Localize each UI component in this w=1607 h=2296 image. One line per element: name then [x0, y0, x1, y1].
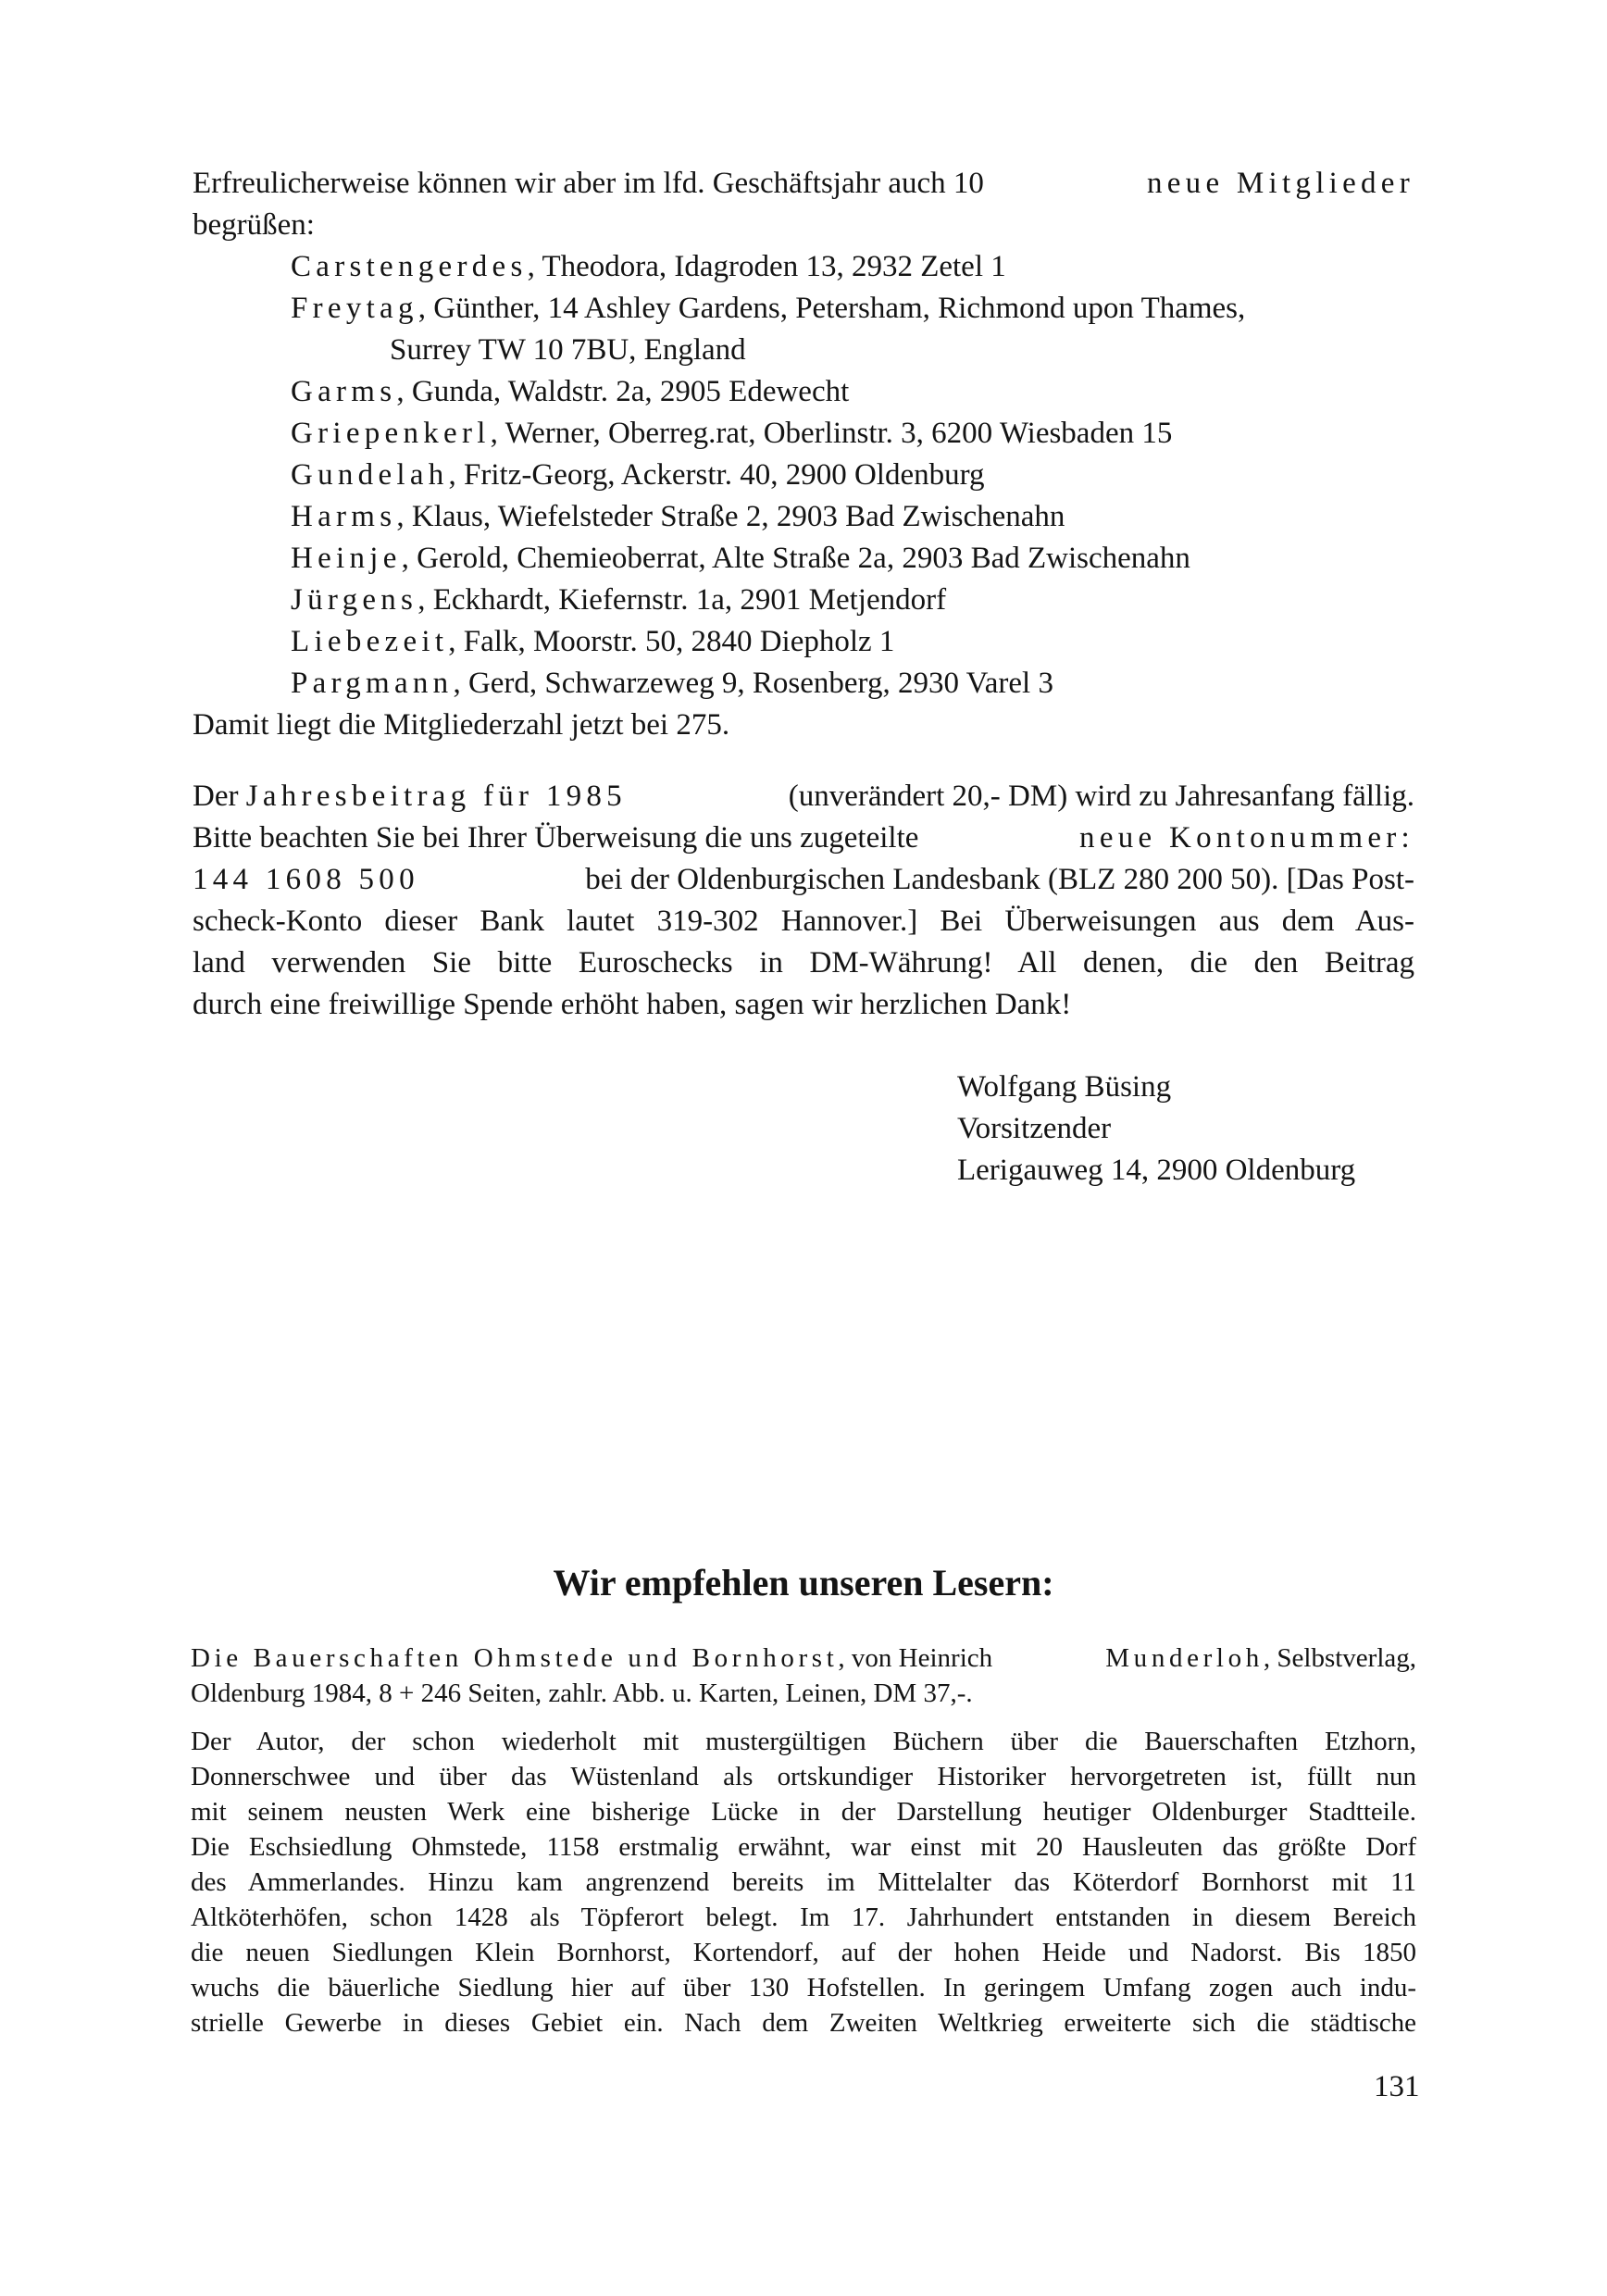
member-name: Freytag — [291, 292, 418, 325]
member-entry — [291, 496, 1414, 538]
member-entry — [291, 621, 1414, 663]
book-review — [191, 1724, 1416, 2040]
member-entry — [291, 371, 1414, 413]
account-number: 144 1608 500 — [193, 863, 419, 896]
book-citation-line-1 — [191, 1641, 1416, 1676]
member-entry — [291, 580, 1414, 621]
signature-address: Lerigauweg 14, 2900 Oldenburg — [957, 1154, 1356, 1187]
member-name: Griepenkerl — [291, 417, 491, 450]
fee-emphasis: Jahresbeitrag für 1985 — [245, 780, 627, 813]
signature-name: Wolfgang Büsing — [957, 1070, 1172, 1104]
member-details: , Eckhardt, Kiefernstr. 1a, 2901 Metjendorf — [417, 583, 947, 617]
account-emphasis: neue Kontonummer: — [1079, 821, 1414, 855]
fee-line-5: land verwenden Sie bitte Euroschecks in DM-Währung! All denen, die den Beitrag — [193, 946, 1414, 980]
review-line: wuchs die bäuerliche Siedlung hier auf über 130 Hofstellen. In geringem Umfang zogen auch indu- — [191, 1973, 1416, 2003]
member-details: , Falk, Moorstr. 50, 2840 Diepholz 1 — [448, 625, 895, 658]
member-list — [193, 246, 1414, 705]
member-details: , Günther, 14 Ashley Gardens, Petersham, Richmond upon Thames, — [417, 292, 1246, 325]
fee-line-3 — [193, 859, 1414, 901]
review-line: die neuen Siedlungen Klein Bornhorst, Kortendorf, auf der hohen Heide und Nadorst. Bis 1850 — [191, 1938, 1416, 1967]
page-number: 131 — [1374, 2070, 1420, 2103]
fee-line-6: durch eine freiwillige Spende erhöht haben, sagen wir herzlichen Dank! — [193, 988, 1072, 1021]
signature-role: Vorsitzender — [957, 1112, 1112, 1145]
intro-line-1 — [193, 163, 1414, 205]
book-publisher: , Selbstverlag, — [1263, 1643, 1416, 1673]
member-entry — [291, 538, 1414, 580]
fee-line-1-start — [193, 776, 627, 817]
member-name: Heinje — [291, 542, 402, 575]
book-citation-line-2: Oldenburg 1984, 8 + 246 Seiten, zahlr. Abb. u. Karten, Leinen, DM 37,-. — [191, 1678, 973, 1708]
book-by: , von Heinrich — [838, 1643, 993, 1673]
fee-line-4: scheck-Konto dieser Bank lautet 319-302 Hannover.] Bei Überweisungen aus dem Aus- — [193, 905, 1414, 938]
fee-line-1-end: (unverändert 20,- DM) wird zu Jahresanfang fällig. — [788, 780, 1414, 813]
book-author: Munderloh — [1105, 1643, 1264, 1673]
review-line: Donnerschwee und über das Wüstenland als ortskundiger Historiker hervorgetreten ist, füllt nun — [191, 1762, 1416, 1791]
member-entry — [291, 663, 1414, 705]
member-entry — [291, 288, 1414, 330]
member-details: , Werner, Oberreg.rat, Oberlinstr. 3, 6200 Wiesbaden 15 — [490, 417, 1173, 450]
recommend-heading: Wir empfehlen unseren Lesern: — [553, 1562, 1054, 1603]
book-citation — [191, 1641, 1416, 1711]
review-line: Die Eschsiedlung Ohmstede, 1158 erstmalig erwähnt, war einst mit 20 Hausleuten das größte Dorf — [191, 1832, 1416, 1862]
review-line: Der Autor, der schon wiederholt mit mustergültigen Büchern über die Bauerschaften Etzhorn, — [191, 1727, 1416, 1756]
member-details: , Klaus, Wiefelsteder Straße 2, 2903 Bad Zwischenahn — [396, 500, 1065, 533]
member-name: Garms — [291, 375, 397, 408]
intro-text: Erfreulicherweise können wir aber im lfd. Geschäftsjahr auch 10 — [193, 167, 984, 200]
book-title: Die Bauerschaften Ohmstede und Bornhorst — [191, 1643, 839, 1673]
member-entry-continuation: Surrey TW 10 7BU, England — [390, 333, 746, 367]
member-details: , Gerold, Chemieoberrat, Alte Straße 2a, 2903 Bad Zwischenahn — [401, 542, 1190, 575]
member-entry — [291, 246, 1414, 288]
review-line: Altköterhöfen, schon 1428 als Töpferort belegt. Im 17. Jahrhundert entstanden in diesem Bereich — [191, 1903, 1416, 1932]
member-details: , Gunda, Waldstr. 2a, 2905 Edewecht — [396, 375, 850, 408]
member-name: Gundelah — [291, 458, 449, 492]
book-title-group — [191, 1641, 992, 1676]
fee-line-2-start: Bitte beachten Sie bei Ihrer Überweisung die uns zugeteilte — [193, 821, 919, 855]
review-line: mit seinem neusten Werk eine bisherige Lücke in der Darstellung heutiger Oldenburger Stadtteile. — [191, 1797, 1416, 1827]
member-count: Damit liegt die Mitgliederzahl jetzt bei 275. — [193, 708, 730, 742]
member-entry — [291, 413, 1414, 455]
review-line: strielle Gewerbe in dieses Gebiet ein. Nach dem Zweiten Weltkrieg erweiterte sich die städtische — [191, 2008, 1416, 2038]
fee-paragraph — [193, 776, 1414, 1026]
member-entry — [291, 455, 1414, 496]
member-name: Jürgens — [291, 583, 418, 617]
member-details: , Theodora, Idagroden 13, 2932 Zetel 1 — [527, 250, 1006, 283]
member-name: Carstengerdes — [291, 250, 528, 283]
member-name: Harms — [291, 500, 397, 533]
fee-line-2 — [193, 817, 1414, 859]
intro-emphasis: neue Mitglieder — [1146, 167, 1414, 200]
member-details: , Gerd, Schwarzeweg 9, Rosenberg, 2930 Varel 3 — [453, 667, 1053, 700]
signature — [957, 1067, 1355, 1192]
member-details: , Fritz-Georg, Ackerstr. 40, 2900 Oldenburg — [448, 458, 985, 492]
member-name: Liebezeit — [291, 625, 449, 658]
intro-line-2: begrüßen: — [193, 208, 315, 242]
book-author-group — [1105, 1641, 1416, 1676]
member-name: Pargmann — [291, 667, 454, 700]
members-section — [193, 163, 1414, 746]
review-line: des Ammerlandes. Hinzu kam angrenzend bereits im Mittelalter das Köterdorf Bornhorst mit 11 — [191, 1867, 1416, 1897]
fee-line-3-end: bei der Oldenburgischen Landesbank (BLZ 280 200 50). [Das Post- — [585, 863, 1414, 896]
fee-line-1 — [193, 776, 1414, 817]
fee-der: Der — [193, 780, 239, 813]
